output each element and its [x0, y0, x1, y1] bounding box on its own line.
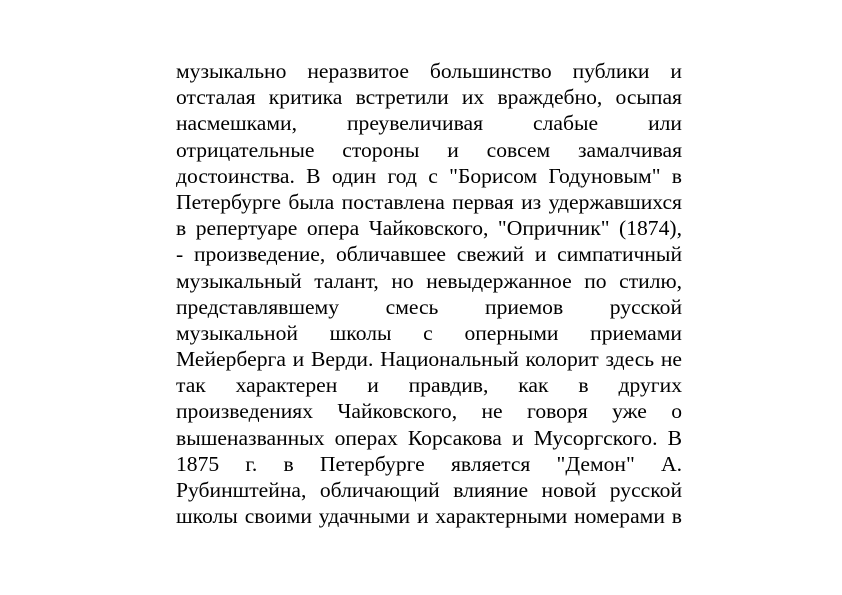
text-line-18: школы своими удачными и характерными номерами в — [176, 504, 682, 529]
text-line-9: музыкальный талант, но невыдержанное по стилю, — [176, 268, 682, 293]
text-line-7: в репертуаре опера Чайковского, "Опричник" (1874), — [176, 216, 682, 241]
text-line-3: насмешками, преувеличивая слабые или — [176, 111, 682, 136]
text-line-1: музыкально неразвитое большинство публики и — [176, 59, 682, 83]
text-line-13: так характерен и правдив, как в других — [176, 373, 682, 398]
text-line-5: достоинства. В один год с "Борисом Годуновым" в — [176, 163, 682, 188]
text-line-8: - произведение, обличавшее свежий и симпатичный — [176, 242, 682, 267]
text-line-4: отрицательные стороны и совсем замалчивая — [176, 137, 682, 162]
text-line-10: представлявшему смесь приемов русской — [176, 294, 682, 319]
text-line-2: отсталая критика встретили их враждебно, осыпая — [176, 85, 682, 110]
text-line-16: 1875 г. в Петербурге является "Демон" А. — [176, 451, 682, 476]
body-text — [176, 58, 682, 529]
text-line-6: Петербурге была поставлена первая из удержавшихся — [176, 189, 682, 214]
text-line-11: музыкальной школы с оперными приемами — [176, 320, 682, 345]
text-line-12: Мейерберга и Верди. Национальный колорит здесь не — [176, 347, 682, 372]
text-line-15: вышеназванных операх Корсакова и Мусоргского. В — [176, 425, 682, 450]
text-line-17: Рубинштейна, обличающий влияние новой русской — [176, 478, 682, 502]
text-line-14: произведениях Чайковского, не говоря уже о — [176, 399, 682, 424]
